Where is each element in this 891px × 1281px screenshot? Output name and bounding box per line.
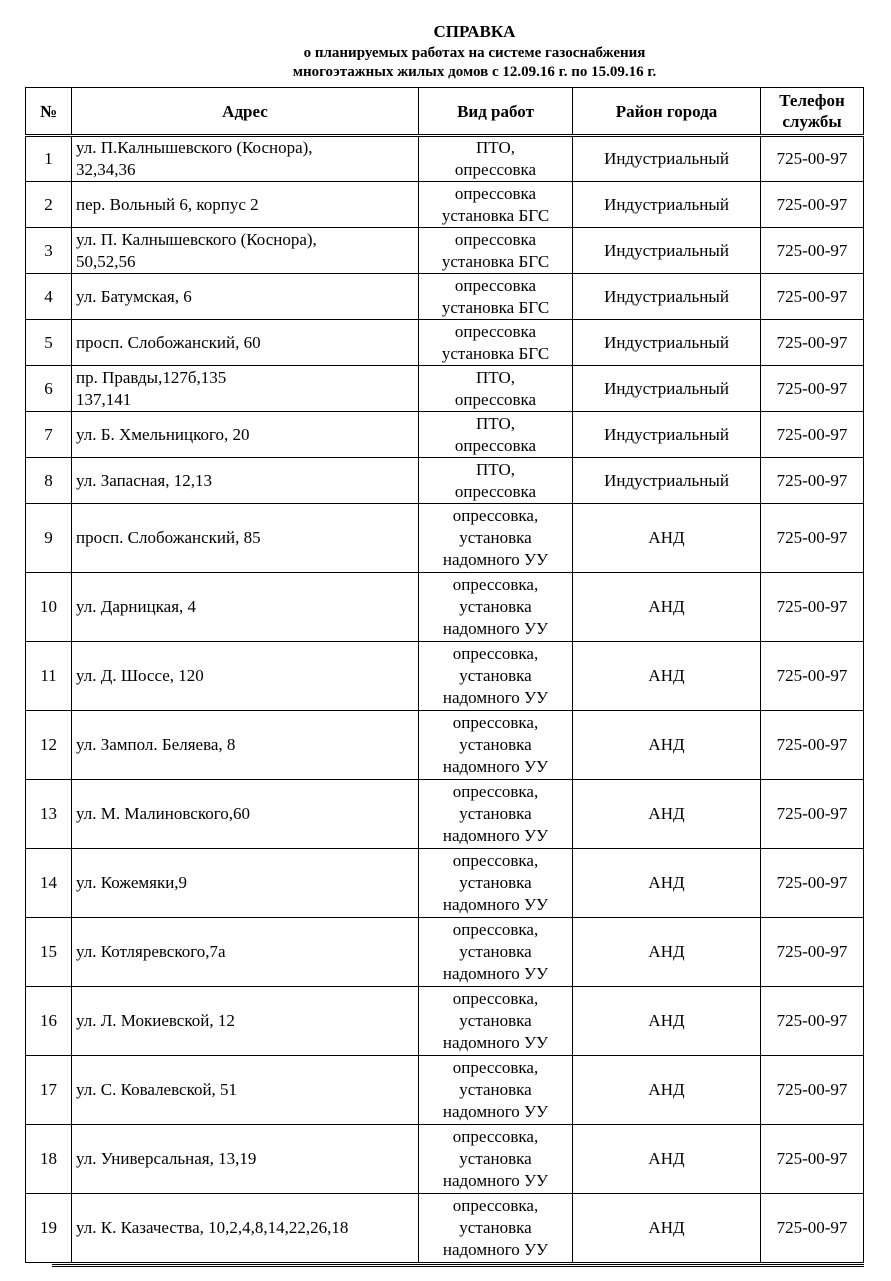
table-header-row xyxy=(26,88,864,136)
work-type-line: опрессовка, xyxy=(452,782,539,801)
row-district: АНД xyxy=(573,780,761,849)
row-district: АНД xyxy=(573,1056,761,1125)
row-address xyxy=(72,274,419,320)
table-row xyxy=(26,366,864,412)
header-address: Адрес xyxy=(72,88,419,136)
table-body xyxy=(26,136,864,1263)
address-line: ул. Д. Шоссе, 120 xyxy=(76,666,204,685)
address-line: ул. Запасная, 12,13 xyxy=(76,470,212,490)
row-address xyxy=(72,1125,419,1194)
row-district: Индустриальный xyxy=(573,182,761,228)
row-address xyxy=(72,136,419,182)
work-type-line: установка xyxy=(459,597,532,616)
header-number: № xyxy=(26,88,72,136)
row-phone: 725-00-97 xyxy=(761,412,864,458)
address-line: пер. Вольный 6, корпус 2 xyxy=(76,194,259,214)
work-type-line: надомного УУ xyxy=(442,1240,549,1259)
row-number: 11 xyxy=(26,642,72,711)
row-address xyxy=(72,918,419,987)
table-row xyxy=(26,849,864,918)
address-line: ул. Л. Мокиевской, 12 xyxy=(76,1011,235,1030)
work-type-line: опрессовка xyxy=(454,275,537,295)
table-row xyxy=(26,573,864,642)
row-district: Индустриальный xyxy=(573,228,761,274)
work-type-line: опрессовка xyxy=(454,321,537,341)
row-district: АНД xyxy=(573,642,761,711)
row-district: Индустриальный xyxy=(573,458,761,504)
address-line: ул. П. Калнышевского (Коснора), xyxy=(76,229,317,249)
work-type-line: опрессовка, xyxy=(452,1196,539,1215)
address-line: ул. М. Малиновского,60 xyxy=(76,804,251,823)
work-type-line: установка БГС xyxy=(441,205,550,225)
row-number: 19 xyxy=(26,1194,72,1263)
row-phone: 725-00-97 xyxy=(761,274,864,320)
row-address xyxy=(72,504,419,573)
address-line: просп. Слобожанский, 60 xyxy=(76,332,261,352)
row-number: 15 xyxy=(26,918,72,987)
row-number: 16 xyxy=(26,987,72,1056)
work-type-line: надомного УУ xyxy=(442,688,549,707)
header-work-type: Вид работ xyxy=(419,88,573,136)
row-phone: 725-00-97 xyxy=(761,573,864,642)
work-type-line: надомного УУ xyxy=(442,1102,549,1121)
row-work-type xyxy=(419,1056,573,1125)
work-type-line: надомного УУ xyxy=(442,964,549,983)
row-phone: 725-00-97 xyxy=(761,642,864,711)
works-table xyxy=(25,87,864,1263)
row-number: 17 xyxy=(26,1056,72,1125)
row-work-type xyxy=(419,711,573,780)
row-address xyxy=(72,412,419,458)
row-address xyxy=(72,182,419,228)
address-line: пр. Правды,127б,135 xyxy=(76,367,227,387)
row-district: Индустриальный xyxy=(573,274,761,320)
work-type-line: опрессовка, xyxy=(452,644,539,663)
row-work-type xyxy=(419,1194,573,1263)
row-number: 10 xyxy=(26,573,72,642)
work-type-line: установка БГС xyxy=(441,251,550,271)
row-phone: 725-00-97 xyxy=(761,1056,864,1125)
row-phone: 725-00-97 xyxy=(761,780,864,849)
row-work-type xyxy=(419,918,573,987)
row-phone: 725-00-97 xyxy=(761,918,864,987)
row-number: 18 xyxy=(26,1125,72,1194)
bottom-double-rule xyxy=(52,1264,864,1267)
address-line: ул. Батумская, 6 xyxy=(76,286,192,306)
row-number: 3 xyxy=(26,228,72,274)
work-type-line: установка БГС xyxy=(441,297,550,317)
work-type-line: установка xyxy=(459,1080,532,1099)
work-type-line: опрессовка, xyxy=(452,1058,539,1077)
work-type-line: установка xyxy=(459,528,532,547)
row-work-type xyxy=(419,228,573,274)
row-number: 7 xyxy=(26,412,72,458)
work-type-line: опрессовка, xyxy=(452,575,539,594)
row-work-type xyxy=(419,182,573,228)
row-address xyxy=(72,987,419,1056)
row-work-type xyxy=(419,780,573,849)
table-row xyxy=(26,1194,864,1263)
work-type-line: опрессовка, xyxy=(452,989,539,1008)
row-work-type xyxy=(419,412,573,458)
row-district: АНД xyxy=(573,918,761,987)
address-line: ул. Б. Хмельницкого, 20 xyxy=(76,424,250,444)
row-address xyxy=(72,366,419,412)
work-type-line: ПТО, xyxy=(476,367,515,387)
row-phone: 725-00-97 xyxy=(761,458,864,504)
row-address xyxy=(72,780,419,849)
row-phone: 725-00-97 xyxy=(761,1194,864,1263)
row-phone: 725-00-97 xyxy=(761,136,864,182)
header-phone-line-1: Телефон xyxy=(779,91,845,110)
work-type-line: надомного УУ xyxy=(442,1171,549,1190)
work-type-line: установка xyxy=(459,666,532,685)
header-district: Район города xyxy=(573,88,761,136)
row-district: АНД xyxy=(573,573,761,642)
row-phone: 725-00-97 xyxy=(761,849,864,918)
row-number: 4 xyxy=(26,274,72,320)
row-district: АНД xyxy=(573,711,761,780)
address-line: ул. Кожемяки,9 xyxy=(76,873,188,892)
row-phone: 725-00-97 xyxy=(761,182,864,228)
work-type-line: надомного УУ xyxy=(442,826,549,845)
address-line: ул. Универсальная, 13,19 xyxy=(76,1149,257,1168)
work-type-line: опрессовка, xyxy=(452,851,539,870)
row-district: Индустриальный xyxy=(573,412,761,458)
row-number: 1 xyxy=(26,136,72,182)
row-phone: 725-00-97 xyxy=(761,1125,864,1194)
address-line: ул. С. Ковалевской, 51 xyxy=(76,1080,238,1099)
work-type-line: надомного УУ xyxy=(442,550,549,569)
header-phone xyxy=(761,88,864,136)
row-district: Индустриальный xyxy=(573,136,761,182)
work-type-line: опрессовка xyxy=(454,389,537,409)
row-work-type xyxy=(419,458,573,504)
row-work-type xyxy=(419,366,573,412)
address-line: 32,34,36 xyxy=(76,160,136,179)
work-type-line: опрессовка, xyxy=(452,1127,539,1146)
row-address xyxy=(72,1194,419,1263)
address-line: 137,141 xyxy=(76,389,132,409)
work-type-line: ПТО, xyxy=(476,459,515,479)
row-address xyxy=(72,642,419,711)
work-type-line: опрессовка, xyxy=(452,920,539,939)
row-district: АНД xyxy=(573,1125,761,1194)
table-row xyxy=(26,274,864,320)
table-row xyxy=(26,320,864,366)
row-work-type xyxy=(419,1125,573,1194)
address-line: ул. Котляревского,7а xyxy=(76,942,226,961)
row-district: АНД xyxy=(573,1194,761,1263)
table-row xyxy=(26,136,864,182)
table-row xyxy=(26,412,864,458)
table-row xyxy=(26,1125,864,1194)
table-row xyxy=(26,1056,864,1125)
row-district: Индустриальный xyxy=(573,320,761,366)
work-type-line: установка xyxy=(459,735,532,754)
work-type-line: надомного УУ xyxy=(442,895,549,914)
row-address xyxy=(72,711,419,780)
row-number: 6 xyxy=(26,366,72,412)
row-phone: 725-00-97 xyxy=(761,504,864,573)
work-type-line: опрессовка, xyxy=(452,713,539,732)
row-work-type xyxy=(419,987,573,1056)
work-type-line: ПТО, xyxy=(476,138,515,157)
row-phone: 725-00-97 xyxy=(761,366,864,412)
work-type-line: опрессовка xyxy=(454,183,537,203)
work-type-line: установка xyxy=(459,873,532,892)
address-line: ул. Дарницкая, 4 xyxy=(76,597,197,616)
address-line: ул. Зампол. Беляева, 8 xyxy=(76,735,236,754)
row-district: АНД xyxy=(573,504,761,573)
address-line: 50,52,56 xyxy=(76,251,136,271)
address-line: ул. К. Казачества, 10,2,4,8,14,22,26,18 xyxy=(76,1218,349,1237)
work-type-line: установка xyxy=(459,1011,532,1030)
work-type-line: надомного УУ xyxy=(442,757,549,776)
row-number: 8 xyxy=(26,458,72,504)
row-district: Индустриальный xyxy=(573,366,761,412)
row-phone: 725-00-97 xyxy=(761,711,864,780)
row-work-type xyxy=(419,849,573,918)
table-row xyxy=(26,228,864,274)
work-type-line: надомного УУ xyxy=(442,1033,549,1052)
row-address xyxy=(72,320,419,366)
row-work-type xyxy=(419,642,573,711)
work-type-line: опрессовка xyxy=(454,481,537,501)
work-type-line: установка БГС xyxy=(441,343,550,363)
row-work-type xyxy=(419,504,573,573)
row-work-type xyxy=(419,136,573,182)
row-number: 12 xyxy=(26,711,72,780)
table-row xyxy=(26,918,864,987)
row-work-type xyxy=(419,274,573,320)
work-type-line: установка xyxy=(459,942,532,961)
work-type-line: опрессовка xyxy=(454,160,537,179)
document-subtitle-line-1: о планируемых работах на системе газоснабжения xyxy=(303,45,646,61)
row-number: 14 xyxy=(26,849,72,918)
row-number: 13 xyxy=(26,780,72,849)
work-type-line: опрессовка xyxy=(454,435,537,455)
row-number: 5 xyxy=(26,320,72,366)
row-address xyxy=(72,228,419,274)
table-row xyxy=(26,504,864,573)
row-district: АНД xyxy=(573,849,761,918)
table-row xyxy=(26,780,864,849)
document-subtitle-line-2: многоэтажных жилых домов с 12.09.16 г. по 15.09.16 г. xyxy=(292,64,657,80)
work-type-line: надомного УУ xyxy=(442,619,549,638)
work-type-line: установка xyxy=(459,1218,532,1237)
document-title: СПРАВКА xyxy=(433,22,516,41)
row-number: 2 xyxy=(26,182,72,228)
table-row xyxy=(26,182,864,228)
work-type-line: опрессовка, xyxy=(452,506,539,525)
row-phone: 725-00-97 xyxy=(761,320,864,366)
row-address xyxy=(72,573,419,642)
row-address xyxy=(72,458,419,504)
work-type-line: опрессовка xyxy=(454,229,537,249)
row-phone: 725-00-97 xyxy=(761,228,864,274)
header-phone-line-2: службы xyxy=(782,112,842,131)
row-number: 9 xyxy=(26,504,72,573)
table-row xyxy=(26,458,864,504)
work-type-line: установка xyxy=(459,804,532,823)
row-phone: 725-00-97 xyxy=(761,987,864,1056)
table-row xyxy=(26,987,864,1056)
work-type-line: ПТО, xyxy=(476,413,515,433)
address-line: просп. Слобожанский, 85 xyxy=(76,528,261,547)
work-type-line: установка xyxy=(459,1149,532,1168)
row-district: АНД xyxy=(573,987,761,1056)
address-line: ул. П.Калнышевского (Коснора), xyxy=(76,138,313,157)
row-work-type xyxy=(419,573,573,642)
row-address xyxy=(72,849,419,918)
table-row xyxy=(26,711,864,780)
row-work-type xyxy=(419,320,573,366)
row-address xyxy=(72,1056,419,1125)
table-row xyxy=(26,642,864,711)
